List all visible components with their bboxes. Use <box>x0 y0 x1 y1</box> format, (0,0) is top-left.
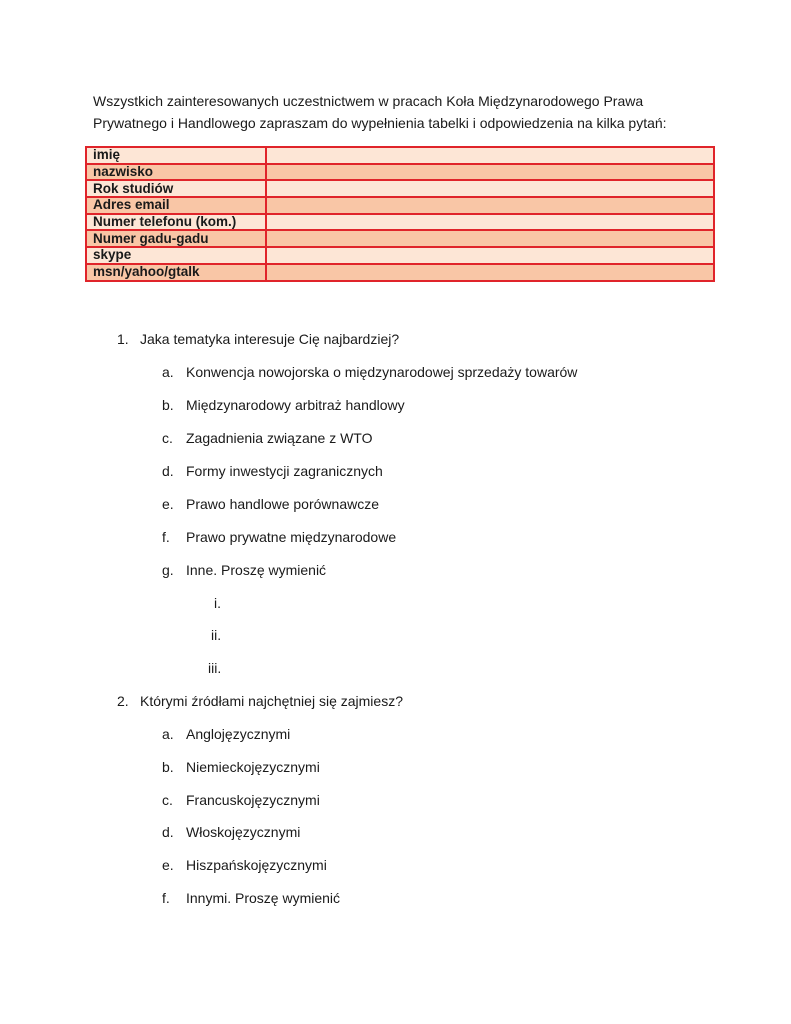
list-item <box>162 561 326 579</box>
row-label-messengers: msn/yahoo/gtalk <box>86 264 266 281</box>
row-label-email: Adres email <box>86 197 266 214</box>
table-row <box>86 147 714 164</box>
row-label-study-year: Rok studiów <box>86 180 266 197</box>
list-item <box>162 823 300 841</box>
option-text: Formy inwestycji zagranicznych <box>186 463 383 479</box>
intro-paragraph: Wszystkich zainteresowanych uczestnictwem w pracach Koła Międzynarodowego Prawa Prywatnego i Handlowego zapraszam do wypełnienia tabelki i odpowiedzenia na kilka pytań: <box>93 93 667 131</box>
option-letter: g. <box>162 562 174 578</box>
option-text: Niemieckojęzycznymi <box>186 759 320 775</box>
option-letter: e. <box>162 857 174 873</box>
option-text: Konwencja nowojorska o międzynarodowej sprzedaży towarów <box>186 364 578 380</box>
option-text: Zagadnienia związane z WTO <box>186 430 373 446</box>
email-field[interactable] <box>266 197 714 214</box>
row-label-last-name: nazwisko <box>86 164 266 181</box>
last-name-field[interactable] <box>266 164 714 181</box>
list-item <box>162 396 405 414</box>
row-label-gadu-gadu: Numer gadu-gadu <box>86 230 266 247</box>
skype-field[interactable] <box>266 247 714 264</box>
sub-item-numeral: ii. <box>211 627 222 643</box>
question-text: Jaka tematyka interesuje Cię najbardziej? <box>140 331 400 347</box>
option-text: Anglojęzycznymi <box>186 726 291 742</box>
contact-form-table <box>85 146 715 282</box>
option-text: Prawo prywatne międzynarodowe <box>186 529 397 545</box>
option-letter: f. <box>162 890 170 906</box>
option-text: Włoskojęzycznymi <box>186 824 301 840</box>
first-name-field[interactable] <box>266 147 714 164</box>
option-letter: d. <box>162 463 174 479</box>
table-row <box>86 180 714 197</box>
question-number: 2. <box>117 693 129 709</box>
option-text: Francuskojęzycznymi <box>186 792 320 808</box>
row-label-phone: Numer telefonu (kom.) <box>86 214 266 231</box>
row-label-first-name: imię <box>86 147 266 164</box>
list-item <box>162 528 396 546</box>
gadu-gadu-field[interactable] <box>266 230 714 247</box>
study-year-field[interactable] <box>266 180 714 197</box>
option-letter: b. <box>162 759 174 775</box>
option-letter: d. <box>162 824 174 840</box>
option-letter: b. <box>162 397 174 413</box>
list-item <box>162 429 373 447</box>
option-text: Hiszpańskojęzycznymi <box>186 857 327 873</box>
phone-field[interactable] <box>266 214 714 231</box>
question-number: 1. <box>117 331 129 347</box>
question-text: Którymi źródłami najchętniej się zajmiesz? <box>140 693 403 709</box>
sub-item-numeral: iii. <box>208 660 222 676</box>
question-2 <box>117 692 403 710</box>
table-row <box>86 247 714 264</box>
table-row <box>86 230 714 247</box>
option-letter: c. <box>162 430 173 446</box>
question-1 <box>117 330 399 348</box>
option-text: Innymi. Proszę wymienić <box>186 890 341 906</box>
table-row <box>86 164 714 181</box>
list-item <box>162 791 320 809</box>
list-item <box>162 889 340 907</box>
sub-item-numeral: i. <box>214 595 221 611</box>
option-text: Inne. Proszę wymienić <box>186 562 327 578</box>
table-row <box>86 214 714 231</box>
option-letter: a. <box>162 364 174 380</box>
list-item <box>162 856 327 874</box>
list-item <box>162 758 320 776</box>
option-letter: a. <box>162 726 174 742</box>
row-label-skype: skype <box>86 247 266 264</box>
option-text: Międzynarodowy arbitraż handlowy <box>186 397 405 413</box>
table-row <box>86 264 714 281</box>
messengers-field[interactable] <box>266 264 714 281</box>
option-letter: c. <box>162 792 173 808</box>
option-text: Prawo handlowe porównawcze <box>186 496 379 512</box>
list-item <box>162 725 290 743</box>
option-letter: e. <box>162 496 174 512</box>
list-item <box>162 462 383 480</box>
list-item <box>162 495 379 513</box>
table-row <box>86 197 714 214</box>
list-item <box>162 363 577 381</box>
option-letter: f. <box>162 529 170 545</box>
